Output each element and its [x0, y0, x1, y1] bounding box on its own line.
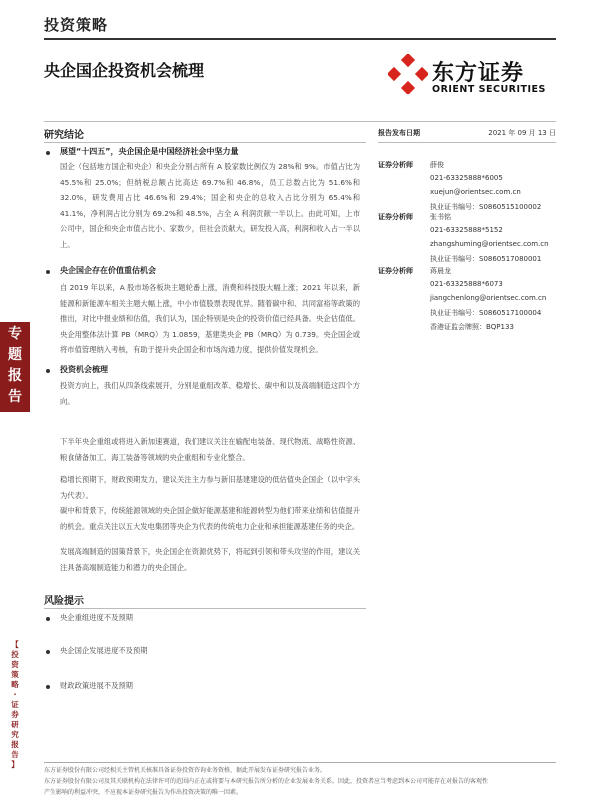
- bullet-para-3e: 发展高端制造的国策背景下，央企国企在资源优势下，将起到引领和带头攻坚的作用，建议关注具备高端制造能力和潜力的央企国企。: [60, 547, 360, 572]
- header-rule: [44, 38, 556, 40]
- analyst-email[interactable]: xuejun@orientsec.com.cn: [430, 188, 521, 196]
- bullet-para-3c: 稳增长预期下，财政预期发力，建议关注主力参与新旧基建建设的低估值央企国企（以中字头为代表）。: [60, 475, 360, 500]
- analyst-license: 执业证书编号：S0860517100004: [430, 309, 542, 317]
- bullet-title-1: 展望“十四五”，央企国企是中国经济社会中坚力量: [60, 147, 239, 156]
- logo-text-en: ORIENT SECURITIES: [432, 84, 546, 95]
- bullet-para-2: 自 2019 年以来，A 股市场各板块主题轮番上涨，消费和科技股大幅上涨；2021 年以来，新能源和新能源车相关主题大幅上涨，中小市值股票表现优异。随着碳中和、共同富裕等政策的推出，对比中报业绩和估值，我们认为，国企特别是央企的投资价值已经具备。央企估值低。央企用整体法计算 PB（MRQ）为 1.0859，基建类央企 PB（MRQ）为 0.739。央企国企或将市值管理纳入考核，有助于提升央企国企和市场沟通力度，提供价值发现机会。: [60, 283, 360, 354]
- risk-item-2: 央企国企发展进度不及预期: [60, 646, 148, 655]
- report-date-value: 2021 年 09 月 13 日: [488, 129, 556, 137]
- section-rule: [44, 121, 556, 122]
- analyst-role: 证券分析师: [378, 161, 413, 169]
- side-vert-char: 券: [11, 710, 19, 719]
- report-date-label: 报告发布日期: [378, 129, 420, 137]
- risk-item-1: 央企重组进度不及预期: [60, 613, 133, 622]
- bullet-para-3b: 下半年央企重组或将进入新加速赛道，我们建议关注在输配电装备、现代物流、战略性资源、粮食储备加工、海工装备等领域的央企重组和专业化整合。: [60, 437, 360, 462]
- side-vertical-label: [0, 640, 30, 770]
- bullet-icon: [46, 270, 50, 274]
- page-title: 央企国企投资机会梳理: [44, 61, 205, 80]
- bullet-icon: [46, 650, 50, 654]
- footer-line-3: 产生影响的利益冲突，不应视本证券研究报告为作出投资决策的唯一因素。: [44, 789, 243, 796]
- analyst-email[interactable]: jiangchenlong@orientsec.com.cn: [430, 294, 547, 302]
- analyst-name: 蒋晨龙: [430, 267, 451, 275]
- bullet-title-2: 央企国企存在价值重估机会: [60, 266, 156, 275]
- bullet-icon: [46, 151, 50, 155]
- analyst-name: 张书铭: [430, 213, 451, 221]
- analyst-name: 薛俊: [430, 161, 444, 169]
- side-vert-char: 报: [11, 740, 19, 749]
- analyst-phone: 021-63325888*5152: [430, 226, 503, 234]
- side-tab-char: 专: [8, 326, 22, 342]
- conclusion-heading: 研究结论: [44, 130, 84, 141]
- logo-text-cn: 东方证券: [432, 61, 525, 86]
- side-vert-char: 究: [11, 730, 19, 739]
- bullet-icon: [46, 685, 50, 689]
- conclusion-rule: [44, 142, 366, 143]
- analyst-role: 证券分析师: [378, 267, 413, 275]
- side-tab-report-type: [0, 322, 30, 412]
- risk-heading: 风险提示: [44, 596, 84, 607]
- side-vert-char: ·: [13, 690, 17, 699]
- side-tab-char: 告: [8, 389, 22, 405]
- analyst-license: 执业证书编号：S0860515100002: [430, 203, 542, 211]
- side-vert-char: 证: [11, 700, 19, 709]
- report-category: 投资策略: [44, 16, 109, 34]
- side-vert-char: 研: [11, 720, 19, 729]
- side-vert-char: 略: [11, 680, 19, 689]
- orient-logo-icon: [388, 54, 428, 94]
- footer-line-2: 东方证券股份有限公司及其关联机构在法律许可的范围内正在或将要与本研究报告所分析的企业发展业务关系。因此，投资者应当考虑到本公司可能存在对报告的客观性: [44, 778, 489, 785]
- side-vert-char: 投: [11, 650, 19, 659]
- risk-rule: [44, 608, 366, 609]
- side-tab-char: 题: [8, 347, 22, 363]
- bullet-icon: [46, 617, 50, 621]
- analyst-license-hk: 香港证监会牌照：BQP133: [430, 323, 514, 331]
- analyst-phone: 021-63325888*6073: [430, 280, 503, 288]
- bullet-para-3a: 投资方向上，我们从四条线索展开，分别是重组改革、稳增长、碳中和以及高端制造这四个方向。: [60, 381, 360, 406]
- bullet-para-3d: 碳中和背景下，传统能源领域的央企国企做好能源基建和能源转型为他们带来业绩和估值提升的机会。重点关注以五大发电集团等央企为代表的传统电力企业和承担能源基建任务的央企。: [60, 506, 360, 531]
- risk-item-3: 财政政策进展不及预期: [60, 681, 133, 690]
- analyst-role: 证券分析师: [378, 213, 413, 221]
- side-vert-char: 】: [11, 760, 19, 769]
- bullet-title-3: 投资机会梳理: [60, 365, 108, 374]
- bullet-icon: [46, 369, 50, 373]
- side-tab-char: 报: [8, 368, 22, 384]
- analyst-phone: 021-63325888*6005: [430, 174, 503, 182]
- analyst-email[interactable]: zhangshuming@orientsec.com.cn: [430, 240, 549, 248]
- side-vert-char: 策: [11, 670, 19, 679]
- footer-rule: [44, 762, 556, 763]
- date-rule: [378, 142, 556, 143]
- bullet-para-1: 国企（包括地方国企和央企）和央企分别占所有 A 股家数比例仅为 28%和 9%。市值占比为 45.5%和 25.0%；但纳税总额占比高达 69.7%和 46.8%，员工总数占比为 51.6%和 32.0%，研发费用占比 46.6%和 29.4%；国企和央企的总收入占比分别为 65.4%和 41.1%，净利润占比分别为 69.2%和 48.5%，占全 A 利润贡献一半以上。由此可知，上市公司中，国企和央企市值占比小、家数少，但社会贡献大，研发投入高，利润和收入占一半以上。: [60, 162, 360, 249]
- analyst-license: 执业证书编号：S0860517080001: [430, 255, 542, 263]
- footer-line-1: 东方证券股份有限公司经相关主管机关核准具备证券投资咨询业务资格，据此开展发布证券研究报告业务。: [44, 767, 327, 774]
- side-vert-char: 告: [11, 750, 19, 759]
- side-vert-char: 【: [11, 640, 19, 649]
- side-vert-char: 资: [11, 660, 19, 669]
